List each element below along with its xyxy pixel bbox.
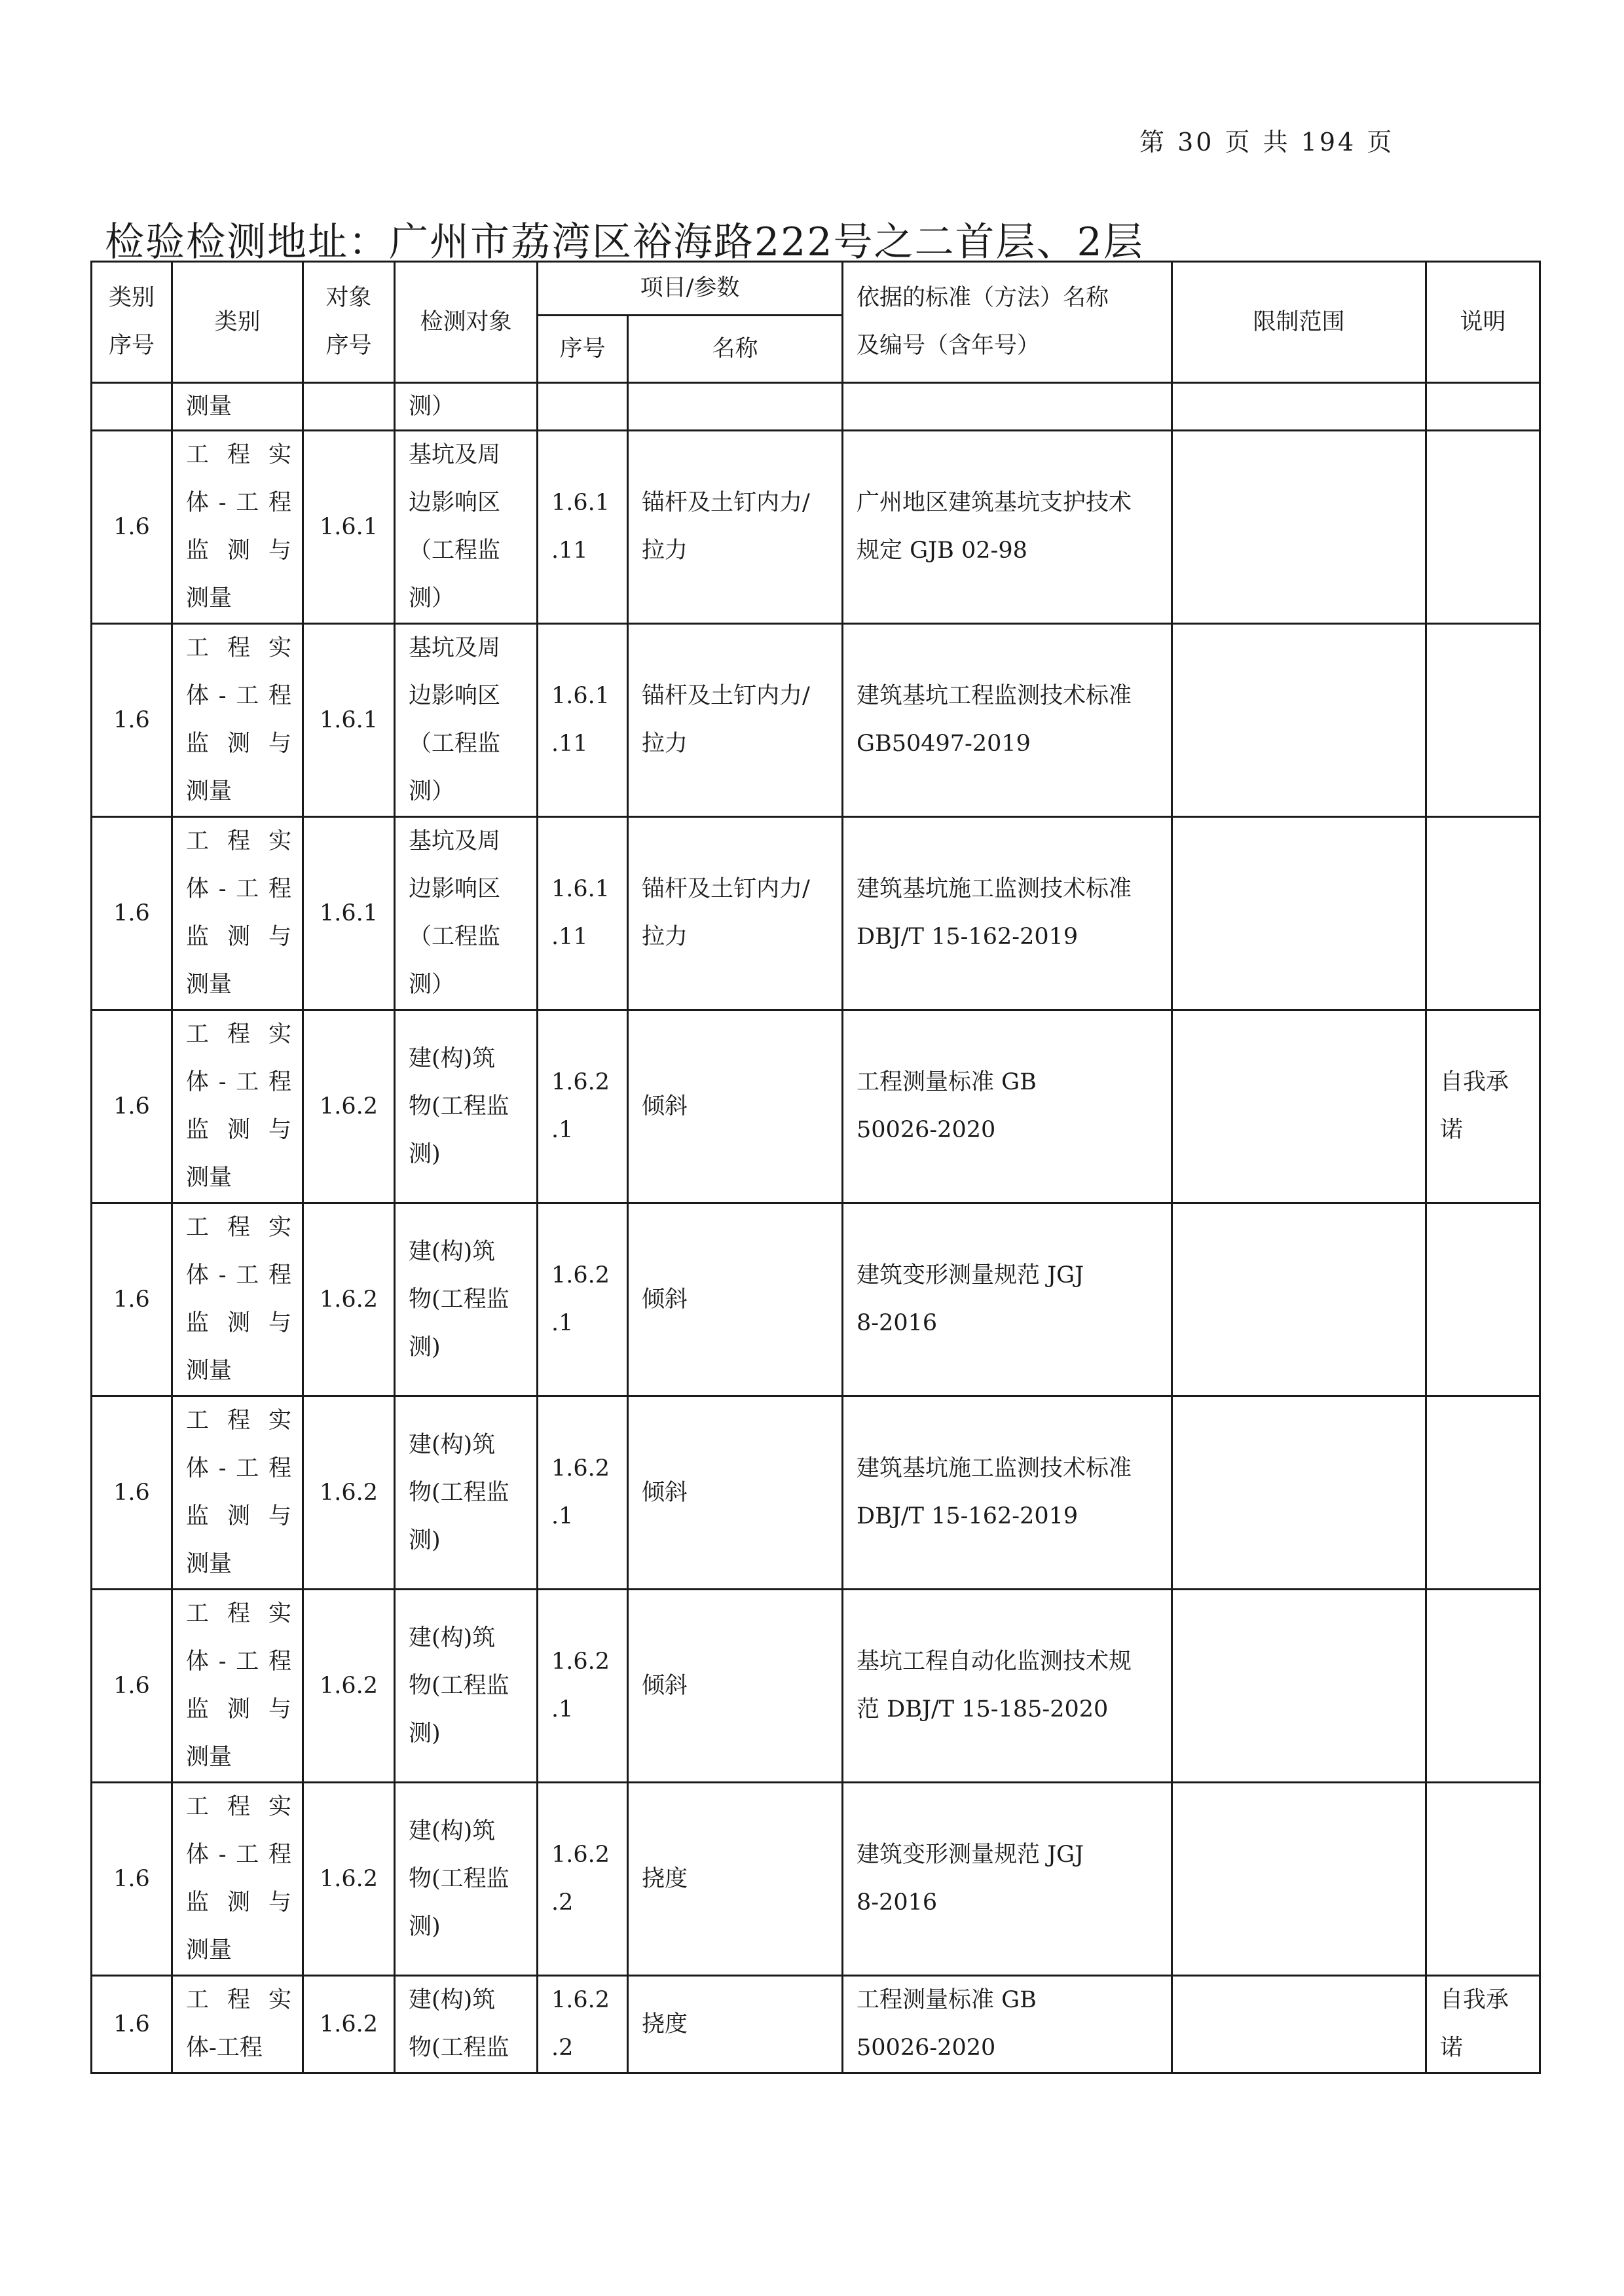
cell-name-line: 倾斜	[642, 1672, 688, 1699]
cell-standard-line: 工程测量标准 GB	[857, 1987, 1037, 2013]
cell-limit	[1172, 624, 1426, 817]
cell-object	[395, 817, 538, 1010]
cell-category-no: 1.6	[92, 1396, 172, 1590]
cell-limit	[1172, 1396, 1426, 1590]
cell-category-line: 体-工程	[186, 876, 291, 902]
cell-seq-line: 1.6.2	[551, 1069, 610, 1095]
table-row	[92, 1976, 1540, 2073]
cell-standard	[843, 1783, 1172, 1976]
cell-seq-line: 1.6.2	[551, 1842, 610, 1868]
cell-object-line: 测)	[409, 1140, 441, 1167]
cell-name	[628, 624, 843, 817]
cell-category	[172, 431, 303, 624]
cell-category	[172, 1976, 303, 2073]
cell-object-line: （工程监	[409, 731, 501, 757]
cell-object-line: 建(构)筑	[409, 1045, 496, 1072]
table-row	[92, 431, 1540, 624]
cell-seq-line: 1.6.2	[551, 1455, 610, 1482]
table-row	[92, 1396, 1540, 1590]
cell-standard	[843, 1590, 1172, 1783]
cell-standard-line: 建筑基坑施工监测技术标准	[857, 1455, 1132, 1482]
cell-name	[628, 1783, 843, 1976]
cell-category-line: 测量	[186, 972, 232, 998]
cell-note	[1426, 624, 1540, 817]
cell-object-line: 基坑及周	[409, 442, 501, 468]
cell-object-line: 建(构)筑	[409, 1431, 496, 1458]
cell-object-line: 基坑及周	[409, 828, 501, 854]
cell-category-line: 工程实	[186, 1601, 291, 1627]
cell-seq-line: .11	[551, 731, 588, 757]
cell-note	[1426, 1203, 1540, 1396]
cell	[1172, 383, 1426, 431]
cell-category-line: 体-工程	[186, 1262, 291, 1288]
cell-seq-line: .1	[551, 1310, 574, 1336]
cell-seq	[538, 1396, 628, 1590]
cell-category-line: 工程实	[186, 1987, 291, 2013]
cell-seq-line: 1.6.1	[551, 876, 610, 902]
cell-seq-line: 1.6.2	[551, 1987, 610, 2013]
cell-category-no: 1.6	[92, 1010, 172, 1203]
cell-standard-line: GB50497-2019	[857, 731, 1031, 757]
cell-seq-line: .1	[551, 1117, 574, 1143]
cell-limit	[1172, 431, 1426, 624]
table-row	[92, 1590, 1540, 1783]
cell-object-no: 1.6.2	[303, 1203, 395, 1396]
cell-note-line: 诺	[1440, 2035, 1464, 2061]
cell	[843, 383, 1172, 431]
cell-standard-line: DBJ/T 15-162-2019	[857, 924, 1079, 950]
cell-object	[395, 1010, 538, 1203]
cell-object-line: 测）	[409, 585, 455, 611]
cell-standard-line: 范 DBJ/T 15-185-2020	[857, 1696, 1109, 1722]
cell-object-line: 边影响区	[409, 876, 501, 902]
header-seq: 序号	[538, 316, 628, 383]
cell-category	[172, 1010, 303, 1203]
cell-category-line: 监测与	[186, 1310, 291, 1336]
cell-object-no: 1.6.2	[303, 1976, 395, 2073]
header-item-param: 项目/参数	[538, 262, 843, 316]
cell-standard	[843, 817, 1172, 1010]
scope-table	[90, 261, 1541, 2074]
cell-standard-line: 8-2016	[857, 1889, 938, 1916]
cell-object-line: 建(构)筑	[409, 1817, 496, 1844]
cell-object-no: 1.6.2	[303, 1396, 395, 1590]
cell-object	[395, 1976, 538, 2073]
cell-category-line: 工程实	[186, 1794, 291, 1820]
cell-seq-line: 1.6.1	[551, 490, 610, 516]
cell-category-line: 体-工程	[186, 490, 291, 516]
cell-seq	[538, 817, 628, 1010]
cell-category-line: 测量	[186, 585, 232, 611]
cell-object-line: 建(构)筑	[409, 1238, 496, 1265]
cell-seq	[538, 1590, 628, 1783]
cell-standard-line: 建筑变形测量规范 JGJ	[857, 1262, 1084, 1288]
cell-limit	[1172, 1976, 1426, 2073]
cell-category-no: 1.6	[92, 1783, 172, 1976]
cell-object-line: 物(工程监	[409, 1286, 509, 1313]
cell-name	[628, 1010, 843, 1203]
cell-category-line: 监测与	[186, 924, 291, 950]
cell-seq-line: 1.6.2	[551, 1649, 610, 1675]
cell-seq-line: .2	[551, 1889, 574, 1916]
cell-object-line: 建(构)筑	[409, 1624, 496, 1651]
cell-object	[395, 1590, 538, 1783]
cell-name	[628, 1396, 843, 1590]
cell-category-no: 1.6	[92, 431, 172, 624]
header-name: 名称	[628, 316, 843, 383]
cell-name-line: 拉力	[642, 731, 688, 757]
cell-object-no: 1.6.1	[303, 817, 395, 1010]
cell	[538, 383, 628, 431]
cell-note	[1426, 431, 1540, 624]
cell-standard-line: 50026-2020	[857, 2035, 996, 2061]
cell-object-line: 测）	[409, 972, 455, 998]
cell-object-no: 1.6.1	[303, 624, 395, 817]
cell-name	[628, 1976, 843, 2073]
table-row	[92, 1783, 1540, 1976]
page-number: 第 30 页 共 194 页	[1139, 128, 1395, 156]
cell-name-line: 锚杆及土钉内力/	[642, 683, 810, 709]
header-category: 类别	[172, 262, 303, 383]
cell-object-line: 测)	[409, 1720, 441, 1747]
header-object-no: 对象序号	[303, 262, 395, 383]
cell-seq-line: .11	[551, 924, 588, 950]
cell-name-line: 倾斜	[642, 1479, 688, 1506]
cell-category-line: 工程实	[186, 442, 291, 468]
cell-category-line: 测量	[186, 1165, 232, 1191]
cell-object	[395, 1203, 538, 1396]
cell-object-line: 边影响区	[409, 490, 501, 516]
cell	[628, 383, 843, 431]
cell-standard-line: 建筑基坑工程监测技术标准	[857, 683, 1132, 709]
cell-category	[172, 1783, 303, 1976]
cell-standard	[843, 1976, 1172, 2073]
cell	[303, 383, 395, 431]
cell-object	[395, 624, 538, 817]
cell-category-line: 工程实	[186, 1214, 291, 1241]
cell-category	[172, 1396, 303, 1590]
cell-category-line: 监测与	[186, 1117, 291, 1143]
cell-category-line: 监测与	[186, 538, 291, 564]
cell-object: 测）	[395, 383, 538, 431]
cell-category-line: 体-工程	[186, 1455, 291, 1482]
cell-standard-line: 规定 GJB 02-98	[857, 538, 1027, 564]
cell-category-no: 1.6	[92, 1976, 172, 2073]
cell	[92, 383, 172, 431]
cell-seq-line: .11	[551, 538, 588, 564]
cell-category-line: 工程实	[186, 1408, 291, 1434]
cell-object-line: 物(工程监	[409, 1479, 509, 1506]
cell-seq-line: .1	[551, 1503, 574, 1529]
cell-note	[1426, 1590, 1540, 1783]
cell-seq	[538, 1976, 628, 2073]
cell-name	[628, 817, 843, 1010]
cell-seq	[538, 431, 628, 624]
cell-category-line: 监测与	[186, 1696, 291, 1722]
cell-object-line: 物(工程监	[409, 1865, 509, 1892]
cell-seq-line: 1.6.2	[551, 1262, 610, 1288]
cell-object-line: 物(工程监	[409, 1093, 509, 1120]
cell-object-line: 边影响区	[409, 683, 501, 709]
cell-limit	[1172, 1783, 1426, 1976]
cell-category-line: 工程实	[186, 828, 291, 854]
cell-category-line: 体-工程	[186, 2035, 263, 2061]
cell-category	[172, 624, 303, 817]
cell-limit	[1172, 1010, 1426, 1203]
cell-standard-line: 50026-2020	[857, 1117, 996, 1143]
cell-limit	[1172, 1203, 1426, 1396]
cell-note	[1426, 1396, 1540, 1590]
cell-category-no: 1.6	[92, 624, 172, 817]
cell-category-line: 测量	[186, 1744, 232, 1770]
cell-standard-line: 工程测量标准 GB	[857, 1069, 1037, 1095]
cell-category-line: 工程实	[186, 1021, 291, 1048]
cell-object-line: （工程监	[409, 538, 501, 564]
cell-name	[628, 1203, 843, 1396]
cell-name	[628, 1590, 843, 1783]
cell-object-line: 测)	[409, 1527, 441, 1554]
cell-object	[395, 431, 538, 624]
cell-seq	[538, 1203, 628, 1396]
cell-category-no: 1.6	[92, 1590, 172, 1783]
cell-category-line: 测量	[186, 1358, 232, 1384]
cell-category-line: 测量	[186, 778, 232, 805]
cell-category-line: 监测与	[186, 1889, 291, 1916]
cell	[1426, 383, 1540, 431]
cell-name	[628, 431, 843, 624]
cell-object-line: 物(工程监	[409, 2035, 509, 2061]
cell-object-no: 1.6.2	[303, 1590, 395, 1783]
cell-category-line: 体-工程	[186, 1069, 291, 1095]
header-object: 检测对象	[395, 262, 538, 383]
testing-address: 检验检测地址：广州市荔湾区裕海路222号之二首层、2层	[105, 219, 1144, 265]
header-limit: 限制范围	[1172, 262, 1426, 383]
continuation-row	[92, 383, 1540, 431]
cell-note	[1426, 1976, 1540, 2073]
cell-standard-line: DBJ/T 15-162-2019	[857, 1503, 1079, 1529]
cell-object-no: 1.6.2	[303, 1783, 395, 1976]
cell-standard-line: 8-2016	[857, 1310, 938, 1336]
cell-seq	[538, 1783, 628, 1976]
cell-category	[172, 1590, 303, 1783]
table-row	[92, 1010, 1540, 1203]
cell-name-line: 锚杆及土钉内力/	[642, 876, 810, 902]
cell-category-line: 体-工程	[186, 683, 291, 709]
cell-seq-line: .1	[551, 1696, 574, 1722]
cell-object-line: 基坑及周	[409, 635, 501, 661]
cell-limit	[1172, 1590, 1426, 1783]
cell-note	[1426, 817, 1540, 1010]
cell-object-line: 测)	[409, 1334, 441, 1360]
cell-name-line: 挠度	[642, 2011, 688, 2037]
cell-object-no: 1.6.1	[303, 431, 395, 624]
cell-object-line: 测)	[409, 1913, 441, 1940]
cell-category	[172, 1203, 303, 1396]
cell-category-no: 1.6	[92, 1203, 172, 1396]
cell-note	[1426, 1783, 1540, 1976]
cell-object-line: 物(工程监	[409, 1672, 509, 1699]
header-standard: 依据的标准（方法）名称及编号（含年号）	[843, 262, 1172, 383]
cell-name-line: 倾斜	[642, 1093, 688, 1120]
cell-name-line: 倾斜	[642, 1286, 688, 1313]
cell-limit	[1172, 817, 1426, 1010]
cell-category-no: 1.6	[92, 817, 172, 1010]
cell-category-line: 测量	[186, 1551, 232, 1577]
cell-category-line: 工程实	[186, 635, 291, 661]
cell-standard-line: 建筑基坑施工监测技术标准	[857, 876, 1132, 902]
table-row	[92, 1203, 1540, 1396]
header-category-no: 类别序号	[92, 262, 172, 383]
cell-note-line: 自我承	[1440, 1069, 1509, 1095]
table-row	[92, 624, 1540, 817]
cell-object-no: 1.6.2	[303, 1010, 395, 1203]
cell-name-line: 挠度	[642, 1865, 688, 1892]
cell-note-line: 自我承	[1440, 1987, 1509, 2013]
cell-category	[172, 817, 303, 1010]
cell-standard	[843, 1396, 1172, 1590]
cell-note-line: 诺	[1440, 1117, 1464, 1143]
cell-standard	[843, 624, 1172, 817]
cell-category-line: 测量	[186, 1937, 232, 1963]
cell-name-line: 拉力	[642, 924, 688, 950]
cell-category-line: 监测与	[186, 731, 291, 757]
cell-seq-line: .2	[551, 2035, 574, 2061]
cell-category: 测量	[172, 383, 303, 431]
cell-object	[395, 1783, 538, 1976]
cell-object	[395, 1396, 538, 1590]
cell-note	[1426, 1010, 1540, 1203]
cell-standard	[843, 1010, 1172, 1203]
cell-standard-line: 基坑工程自动化监测技术规	[857, 1649, 1132, 1675]
cell-category-line: 体-工程	[186, 1842, 291, 1868]
header-note: 说明	[1426, 262, 1540, 383]
cell-standard	[843, 431, 1172, 624]
cell-name-line: 锚杆及土钉内力/	[642, 490, 810, 516]
table-row	[92, 817, 1540, 1010]
cell-name-line: 拉力	[642, 538, 688, 564]
cell-category-line: 监测与	[186, 1503, 291, 1529]
cell-seq-line: 1.6.1	[551, 683, 610, 709]
cell-seq	[538, 1010, 628, 1203]
cell-object-line: 建(构)筑	[409, 1987, 496, 2013]
cell-category-line: 体-工程	[186, 1649, 291, 1675]
cell-standard	[843, 1203, 1172, 1396]
cell-object-line: 测）	[409, 778, 455, 805]
cell-standard-line: 广州地区建筑基坑支护技术	[857, 490, 1132, 516]
cell-standard-line: 建筑变形测量规范 JGJ	[857, 1842, 1084, 1868]
cell-object-line: （工程监	[409, 924, 501, 950]
cell-seq	[538, 624, 628, 817]
